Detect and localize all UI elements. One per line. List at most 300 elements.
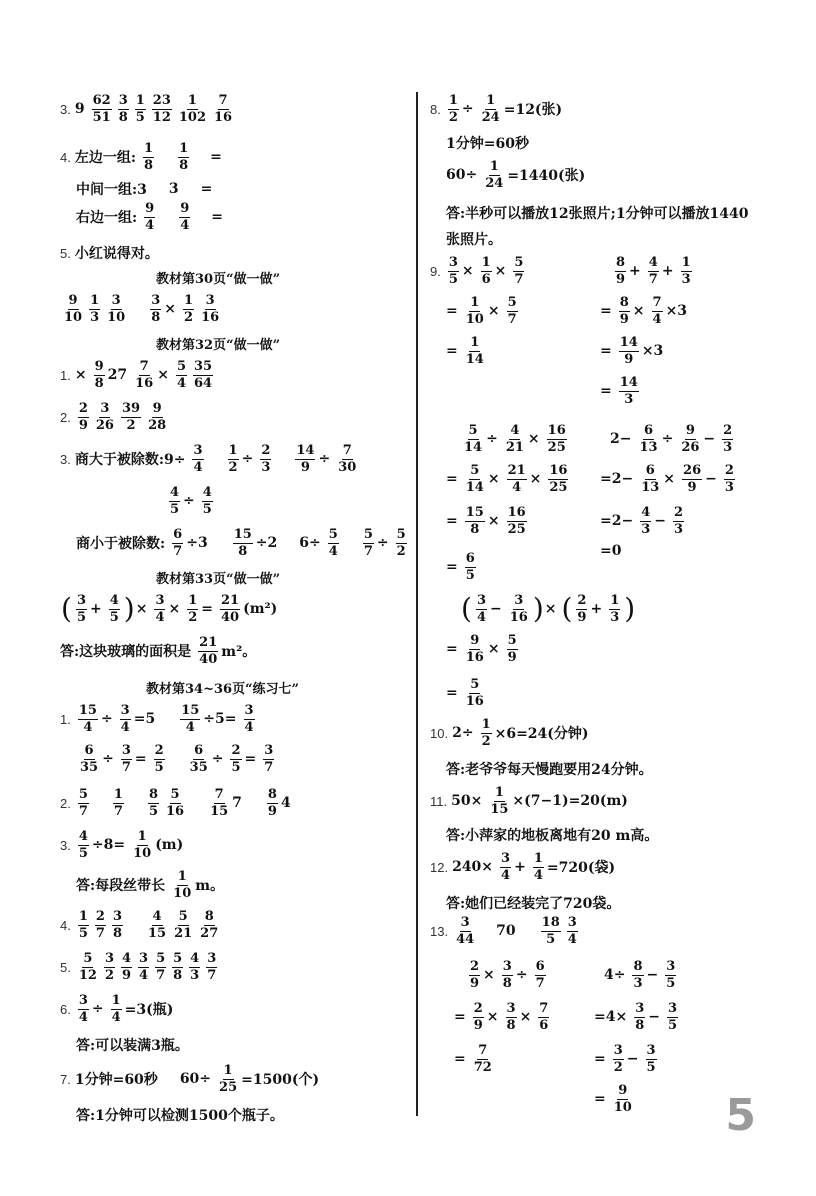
fraction	[481, 94, 501, 125]
numerator: 7	[539, 1000, 549, 1016]
answer-text: ×	[135, 601, 148, 617]
parenthesis: )	[532, 592, 544, 625]
answer-text: =	[446, 513, 458, 529]
numerator: 3	[104, 950, 114, 966]
numerator: 62	[92, 92, 111, 108]
numerator: 6	[644, 422, 654, 438]
fraction	[263, 744, 274, 775]
question-number: 2.	[60, 409, 71, 425]
denominator: 5	[666, 975, 676, 991]
denominator: 24	[481, 109, 500, 125]
answer-text: =	[201, 601, 213, 617]
fraction	[78, 402, 89, 433]
numerator: 1	[144, 140, 154, 156]
answer-text: 答:这块玻璃的面积是	[60, 644, 192, 660]
answer-text: =	[446, 641, 458, 657]
denominator: 2	[228, 459, 238, 475]
answer-text: 答:每段丝带长	[76, 878, 166, 894]
numerator: 5	[470, 676, 480, 692]
answer-text: +	[89, 601, 102, 617]
answer-line	[600, 504, 687, 538]
numerator: 1	[481, 716, 491, 732]
numerator: 7	[218, 92, 228, 108]
answer-line	[446, 334, 488, 368]
fraction	[547, 424, 567, 455]
denominator: 4	[83, 719, 93, 735]
denominator: 15	[210, 803, 229, 819]
answer-line	[76, 526, 410, 560]
fraction	[613, 1084, 633, 1115]
fraction	[78, 830, 89, 861]
fraction	[155, 952, 166, 983]
numerator: 7	[342, 442, 352, 458]
denominator: 14	[465, 351, 484, 367]
denominator: 102	[178, 109, 207, 125]
denominator: 7	[507, 311, 517, 327]
numerator: 21	[507, 462, 526, 478]
numerator: 6	[465, 550, 475, 566]
denominator: 8	[635, 1017, 645, 1033]
numerator: 3	[155, 592, 165, 608]
fraction	[138, 952, 149, 983]
denominator: 3	[681, 271, 691, 287]
answer-text: ×	[519, 1009, 532, 1025]
question-number: 11.	[430, 793, 448, 809]
fraction	[640, 506, 651, 537]
denominator: 9	[470, 975, 480, 991]
answer-text: 4÷	[604, 967, 626, 983]
fraction	[396, 528, 407, 559]
fraction	[192, 444, 203, 475]
fraction	[337, 444, 357, 475]
fraction	[200, 294, 220, 325]
numerator: 14	[619, 334, 638, 350]
fraction	[724, 464, 735, 495]
fraction	[152, 94, 172, 125]
answer-text: ÷	[376, 535, 389, 551]
answer-line	[60, 592, 281, 626]
numerator: 2	[473, 1000, 483, 1016]
answer-line	[460, 422, 570, 456]
numerator: 1	[188, 592, 198, 608]
question-number: 2.	[60, 795, 71, 811]
numerator: 16	[507, 504, 526, 520]
numerator: 7	[139, 358, 149, 374]
fraction	[680, 424, 700, 455]
numerator: 5	[178, 908, 188, 924]
answer-text: 左边一组:	[74, 150, 137, 166]
answer-text: =	[244, 751, 257, 767]
denominator: 5	[667, 1017, 678, 1033]
fraction	[78, 704, 98, 735]
fraction	[576, 594, 587, 625]
fraction	[134, 360, 154, 391]
fraction	[150, 294, 161, 325]
answer-text: =	[454, 1051, 466, 1067]
fraction	[121, 744, 132, 775]
numerator: 5	[170, 786, 180, 802]
denominator: 8	[94, 375, 104, 391]
numerator: 3	[112, 908, 122, 924]
numerator: 1	[78, 908, 88, 924]
fraction	[507, 634, 518, 665]
answer-line	[60, 292, 223, 326]
denominator: 24	[485, 175, 504, 191]
question-number: 9.	[430, 263, 441, 279]
denominator: 4	[111, 1009, 121, 1025]
numerator: 23	[152, 92, 171, 108]
numerator: 3	[448, 254, 458, 270]
numerator: 3	[111, 292, 121, 308]
numerator: 2	[724, 462, 734, 478]
denominator: 9	[507, 649, 517, 665]
answer-text: ×	[527, 431, 540, 447]
denominator: 4	[501, 867, 511, 883]
denominator: 2	[613, 1059, 623, 1075]
numerator: 9	[470, 632, 480, 648]
answer-text: ×	[487, 513, 500, 529]
answer-text: =	[446, 303, 458, 319]
numerator: 39	[121, 400, 141, 416]
question-number: 5.	[60, 959, 71, 975]
denominator: 12	[78, 967, 97, 983]
answer-text: ×	[486, 1009, 499, 1025]
fraction	[244, 704, 255, 735]
numerator: 5	[173, 950, 183, 966]
numerator: 1	[90, 292, 100, 308]
fraction	[113, 788, 124, 819]
numerator: 1	[681, 254, 691, 270]
numerator: 3	[506, 1000, 516, 1016]
question-number: 3.	[60, 451, 71, 467]
denominator: 2	[188, 609, 198, 625]
numerator: 6	[173, 526, 183, 542]
numerator: 3	[78, 992, 88, 1008]
fraction	[481, 718, 492, 749]
answer-text: =3(瓶)	[124, 1002, 174, 1018]
answer-text: =720(袋)	[546, 860, 616, 876]
denominator: 8	[173, 967, 183, 983]
fraction	[206, 952, 217, 983]
numerator: 1	[137, 828, 147, 844]
fraction	[619, 336, 639, 367]
denominator: 7	[113, 803, 123, 819]
numerator: 8	[619, 294, 629, 310]
denominator: 30	[338, 459, 357, 475]
answer-text: 中间一组:3	[76, 182, 147, 198]
denominator: 21	[505, 439, 524, 455]
answer-line	[60, 92, 236, 126]
denominator: 4	[476, 609, 486, 625]
answer-text: =	[200, 181, 213, 197]
denominator: 16	[465, 649, 484, 665]
answer-text: 张照片。	[446, 232, 502, 248]
answer-text: ÷	[211, 751, 224, 767]
answer-line	[430, 784, 632, 818]
fraction	[180, 704, 200, 735]
answer-text: =4×	[594, 1009, 628, 1025]
denominator: 3	[633, 975, 643, 991]
numerator: 4	[190, 950, 200, 966]
fraction	[681, 256, 692, 287]
numerator: 4	[510, 422, 520, 438]
answer-text: ×3	[665, 303, 688, 319]
denominator: 25	[549, 479, 568, 495]
denominator: 15	[490, 801, 509, 817]
answer-text: +	[590, 601, 603, 617]
numerator: 4	[109, 592, 119, 608]
answer-text: ×	[487, 303, 500, 319]
denominator: 35	[189, 759, 208, 775]
fraction	[615, 256, 626, 287]
fraction	[111, 994, 122, 1025]
fraction	[183, 294, 194, 325]
answer-text: 70	[496, 923, 516, 939]
denominator: 5	[135, 109, 145, 125]
numerator: 3	[205, 292, 215, 308]
fraction	[469, 960, 480, 991]
answer-line	[60, 828, 187, 862]
answer-text: 60÷	[179, 1071, 212, 1087]
answer-line	[430, 92, 566, 126]
answer-line	[446, 676, 488, 710]
fraction	[646, 1044, 657, 1075]
answer-line	[60, 950, 220, 984]
answer-line	[446, 550, 479, 584]
answer-text: ÷	[100, 711, 113, 727]
answer-text: 27	[107, 367, 128, 383]
denominator: 5	[78, 845, 88, 861]
denominator: 5	[170, 501, 180, 517]
numerator: 21	[221, 592, 240, 608]
fraction	[78, 788, 89, 819]
answer-line	[454, 1042, 496, 1076]
denominator: 8	[179, 157, 189, 173]
denominator: 5	[76, 609, 86, 625]
answer-text: =12(张)	[503, 102, 563, 118]
answer-text: =2−	[600, 471, 634, 487]
denominator: 9	[300, 459, 310, 475]
denominator: 7	[648, 271, 658, 287]
fraction	[172, 528, 183, 559]
fraction	[506, 1002, 517, 1033]
denominator: 5	[448, 271, 458, 287]
fraction	[154, 744, 165, 775]
denominator: 7	[78, 803, 88, 819]
denominator: 2	[396, 543, 406, 559]
denominator: 25	[507, 521, 526, 537]
numerator: 3	[76, 592, 86, 608]
answer-line	[60, 358, 216, 392]
parenthesis: )	[123, 592, 135, 625]
fraction	[609, 594, 620, 625]
fraction	[634, 1002, 645, 1033]
question-number: 6.	[60, 1001, 71, 1017]
parenthesis: (	[561, 592, 573, 625]
answer-text: 答:小萍家的地板离地有20 m高。	[446, 828, 659, 844]
denominator: 15	[147, 925, 167, 941]
denominator: 35	[80, 759, 99, 775]
answer-text: 60÷	[446, 167, 478, 183]
numerator: 9	[145, 200, 155, 216]
answer-text: ÷	[661, 431, 674, 447]
denominator: 14	[464, 439, 483, 455]
fraction	[448, 256, 459, 287]
numerator: 1	[135, 92, 145, 108]
numerator: 9	[180, 200, 190, 216]
numerator: 15	[181, 702, 200, 718]
fraction	[535, 960, 546, 991]
denominator: 7	[264, 759, 274, 775]
fraction	[173, 910, 193, 941]
answer-line	[446, 632, 521, 666]
fraction	[154, 594, 165, 625]
numerator: 14	[619, 374, 638, 390]
answer-text: ×6=24(分钟)	[494, 726, 589, 742]
fraction	[465, 296, 485, 327]
denominator: 5	[646, 1059, 656, 1075]
answer-line	[600, 294, 691, 328]
fraction	[172, 952, 183, 983]
answer-text: ×	[168, 601, 181, 617]
fraction	[640, 464, 660, 495]
fraction	[228, 444, 239, 475]
numerator: 3	[666, 958, 676, 974]
denominator: 5	[154, 759, 164, 775]
fraction	[94, 360, 105, 391]
numerator: 5	[514, 254, 524, 270]
denominator: 16	[465, 693, 484, 709]
denominator: 7	[535, 975, 545, 991]
answer-line	[446, 126, 533, 160]
answer-line	[60, 992, 177, 1026]
answer-line	[610, 422, 736, 456]
fraction	[104, 952, 115, 983]
denominator: 21	[174, 925, 193, 941]
question-number: 1.	[60, 367, 71, 383]
numerator: 3	[567, 914, 577, 930]
answer-text: +	[661, 263, 674, 279]
fraction	[473, 1044, 493, 1075]
numerator: 5	[83, 950, 93, 966]
numerator: 3	[207, 950, 217, 966]
numerator: 3	[667, 1000, 678, 1016]
denominator: 25	[547, 439, 566, 455]
answer-line	[446, 158, 589, 192]
numerator: 3	[121, 742, 131, 758]
denominator: 10	[173, 885, 192, 901]
numerator: 3	[100, 400, 110, 416]
fraction	[638, 424, 658, 455]
answer-line	[60, 442, 360, 476]
denominator: 4	[155, 609, 165, 625]
numerator: 21	[199, 634, 218, 650]
answer-text: =	[134, 751, 147, 767]
numerator: 6	[535, 958, 545, 974]
answer-line	[60, 1062, 323, 1096]
denominator: 10	[465, 311, 484, 327]
answer-line	[600, 334, 667, 368]
denominator: 16	[135, 375, 154, 391]
denominator: 40	[221, 609, 240, 625]
answer-line	[166, 484, 216, 518]
answer-text: =2−	[600, 513, 634, 529]
answer-text: =	[600, 303, 612, 319]
denominator: 26	[95, 417, 114, 433]
numerator: 1	[113, 786, 123, 802]
fraction	[507, 464, 527, 495]
denominator: 4	[185, 719, 195, 735]
fraction	[78, 952, 98, 983]
numerator: 6	[194, 742, 204, 758]
denominator: 7	[363, 543, 373, 559]
denominator: 3	[261, 459, 271, 475]
parenthesis: )	[624, 592, 636, 625]
denominator: 16	[214, 109, 233, 125]
denominator: 5	[109, 609, 119, 625]
numerator: 5	[396, 526, 406, 542]
numerator: 16	[549, 462, 568, 478]
fraction	[165, 788, 185, 819]
section-heading: 教材第32页“做一做”	[156, 338, 281, 353]
denominator: 25	[219, 1079, 238, 1095]
denominator: 16	[509, 609, 528, 625]
numerator: 16	[547, 422, 566, 438]
numerator: 4	[641, 504, 651, 520]
answer-text: 1分钟=60秒	[74, 1072, 158, 1088]
numerator: 1	[177, 868, 187, 884]
numerator: 1	[494, 784, 504, 800]
numerator: 7	[214, 786, 224, 802]
denominator: 10	[107, 309, 126, 325]
denominator: 9	[616, 271, 626, 287]
question-number: 10.	[430, 725, 449, 741]
answer-text: ×	[494, 263, 507, 279]
answer-line	[60, 400, 170, 434]
denominator: 8	[118, 109, 128, 125]
fraction	[613, 1044, 624, 1075]
question-number: 1.	[60, 711, 71, 727]
numerator: 9	[68, 292, 78, 308]
answer-text: ÷	[183, 493, 195, 509]
answer-text: ×	[529, 471, 542, 487]
fraction	[147, 910, 167, 941]
question-number: 8.	[430, 101, 441, 117]
denominator: 4	[512, 479, 522, 495]
denominator: 27	[200, 925, 219, 941]
answer-line	[594, 1042, 660, 1076]
answer-line	[76, 1098, 288, 1132]
denominator: 5	[231, 759, 241, 775]
denominator: 7	[514, 271, 524, 287]
answer-text: ×	[663, 471, 676, 487]
fraction	[220, 594, 240, 625]
numerator: 3	[264, 742, 274, 758]
denominator: 4	[180, 217, 190, 233]
answer-line	[612, 254, 695, 288]
denominator: 6	[481, 271, 491, 287]
fraction	[120, 704, 131, 735]
question-number: 3.	[60, 101, 71, 117]
answer-line	[76, 742, 277, 776]
numerator: 5	[78, 786, 88, 802]
denominator: 13	[641, 479, 660, 495]
denominator: 2	[184, 309, 194, 325]
answer-text: =1440(张)	[507, 168, 586, 184]
denominator: 5	[78, 925, 88, 941]
numerator: 35	[193, 358, 213, 374]
fraction	[95, 910, 106, 941]
